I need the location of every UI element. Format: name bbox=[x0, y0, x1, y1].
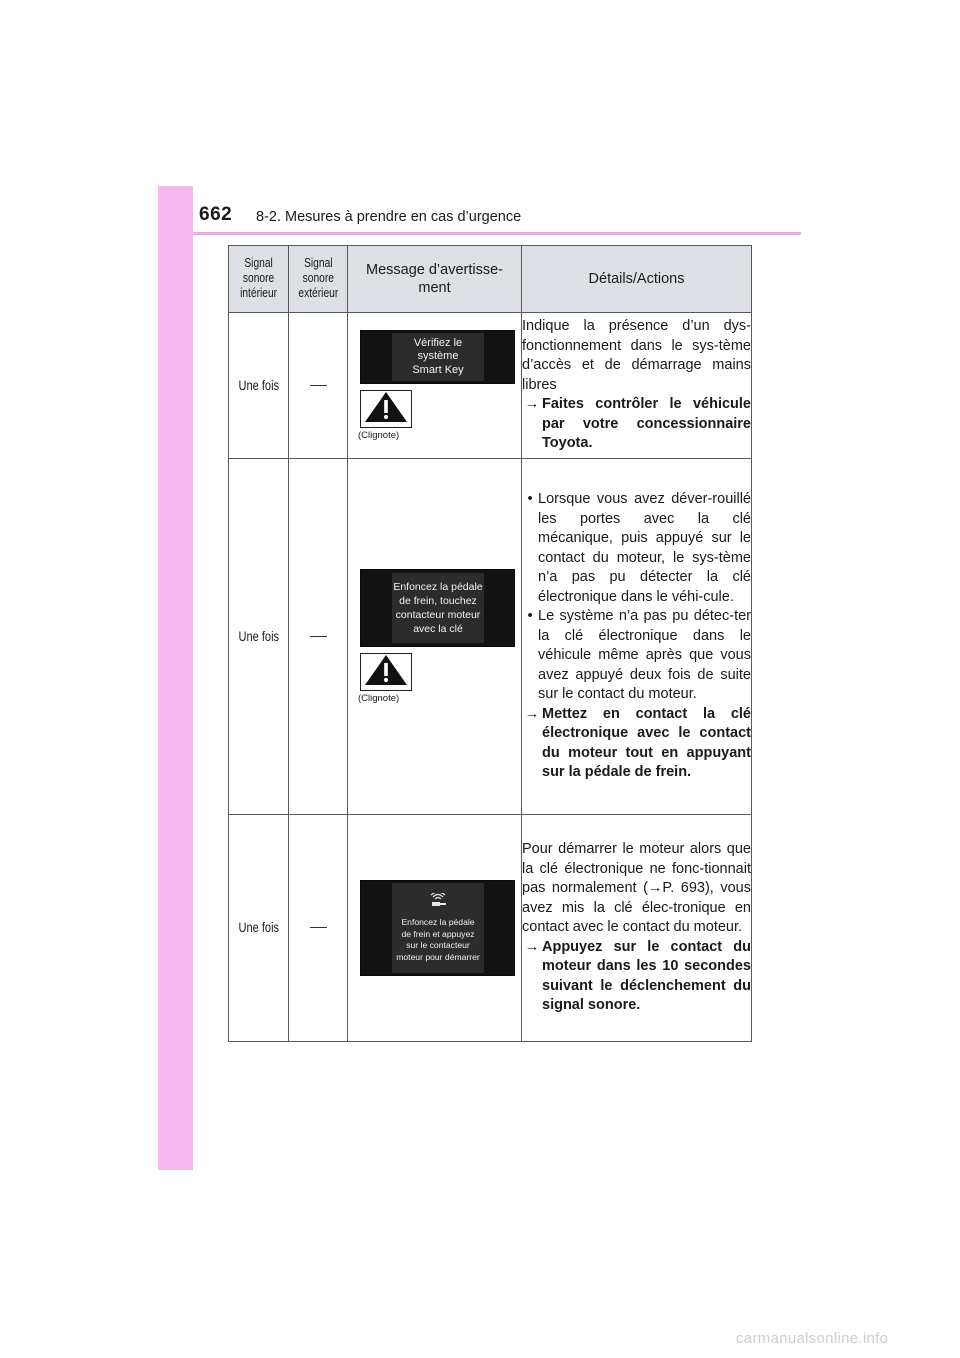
header-rule bbox=[193, 232, 801, 235]
action-text: Appuyez sur le contact du moteur dans les 10 secondes suivant le déclenchement du signal sonore. bbox=[542, 938, 751, 1014]
key-signal-icon bbox=[428, 893, 448, 914]
display-panel bbox=[392, 573, 484, 643]
display-screen bbox=[360, 880, 515, 976]
screen-message: Enfoncez la pédale de frein, touchez contacteur moteur avec la clé bbox=[393, 581, 483, 635]
exclamation-triangle-icon bbox=[364, 391, 408, 428]
exterior-buzzer-cell bbox=[289, 459, 348, 815]
display-screen bbox=[360, 569, 515, 647]
message-cell bbox=[348, 313, 522, 459]
action-item bbox=[522, 395, 751, 454]
interior-buzzer-cell: Une fois bbox=[229, 313, 289, 459]
arrow-icon: → bbox=[524, 938, 540, 955]
header-details-actions: Détails/Actions bbox=[522, 246, 752, 313]
exclamation-triangle-icon bbox=[364, 654, 408, 691]
exterior-buzzer-cell bbox=[289, 815, 348, 1042]
table-header-row bbox=[229, 246, 752, 313]
header-warning-message: Message d’avertisse- ment bbox=[348, 246, 522, 313]
bullet-item: • Le système n’a pas pu détec-ter la clé électronique dans le véhicule même après que vous avez appuyé deux fois de suite sur le contact du moteur. bbox=[527, 608, 751, 703]
table-row bbox=[229, 815, 752, 1042]
message-cell bbox=[348, 459, 522, 815]
dash-mark bbox=[310, 636, 327, 637]
details-text: Indique la présence d’un dys-fonctionnement dans le sys-tème d’accès et de démarrage mains libres bbox=[522, 318, 751, 393]
warning-light-box bbox=[360, 390, 412, 428]
blink-label: (Clignote) bbox=[358, 693, 400, 704]
screen-message: Enfoncez la pédale de frein et appuyez sur le contacteur moteur pour démarrer bbox=[396, 917, 480, 962]
header-interior-buzzer: Signal sonore intérieur bbox=[229, 246, 289, 313]
page-number: 662 bbox=[199, 204, 233, 225]
arrow-icon: → bbox=[524, 705, 540, 722]
chapter-side-band bbox=[158, 186, 193, 1170]
details-cell bbox=[522, 815, 752, 1042]
display-panel bbox=[392, 883, 484, 973]
details-cell bbox=[522, 313, 752, 459]
blink-label: (Clignote) bbox=[358, 430, 400, 441]
details-cell bbox=[522, 459, 752, 815]
details-text: Pour démarrer le moteur alors que la clé électronique ne fonc-tionnait pas normalement (→P. 693), vous avez mis la clé élec-tronique en contact avec le contact du moteur. bbox=[522, 841, 751, 936]
warning-message-table bbox=[228, 245, 752, 1042]
interior-buzzer-cell: Une fois bbox=[229, 815, 289, 1042]
action-text: Faites contrôler le véhicule par votre concessionnaire Toyota. bbox=[542, 396, 751, 452]
exterior-buzzer-cell bbox=[289, 313, 348, 459]
section-title: 8-2. Mesures à prendre en cas d’urgence bbox=[256, 209, 522, 225]
dash-mark bbox=[310, 385, 327, 386]
screen-message: Vérifiez le système Smart Key bbox=[412, 336, 464, 376]
action-item bbox=[522, 938, 751, 1016]
header-exterior-buzzer: Signal sonore extérieur bbox=[289, 246, 348, 313]
action-text: Mettez en contact la clé électronique avec le contact du moteur tout en appuyant sur la pédale de frein. bbox=[542, 705, 751, 781]
warning-light-box bbox=[360, 653, 412, 691]
interior-buzzer-cell: Une fois bbox=[229, 459, 289, 815]
footer-watermark: carmanualsonline.info bbox=[736, 1330, 889, 1347]
dash-mark bbox=[310, 927, 327, 928]
display-screen bbox=[360, 330, 515, 384]
action-item bbox=[522, 705, 751, 783]
arrow-icon: → bbox=[524, 396, 540, 413]
message-cell bbox=[348, 815, 522, 1042]
display-panel bbox=[392, 333, 484, 381]
bullet-item: • Lorsque vous avez déver-rouillé les portes avec la clé mécanique, puis appuyé sur le contact du moteur, le sys-tème n’a pas pu détecter la clé électronique dans le véhi-cule. bbox=[527, 491, 751, 605]
table-row bbox=[229, 459, 752, 815]
table-row bbox=[229, 313, 752, 459]
